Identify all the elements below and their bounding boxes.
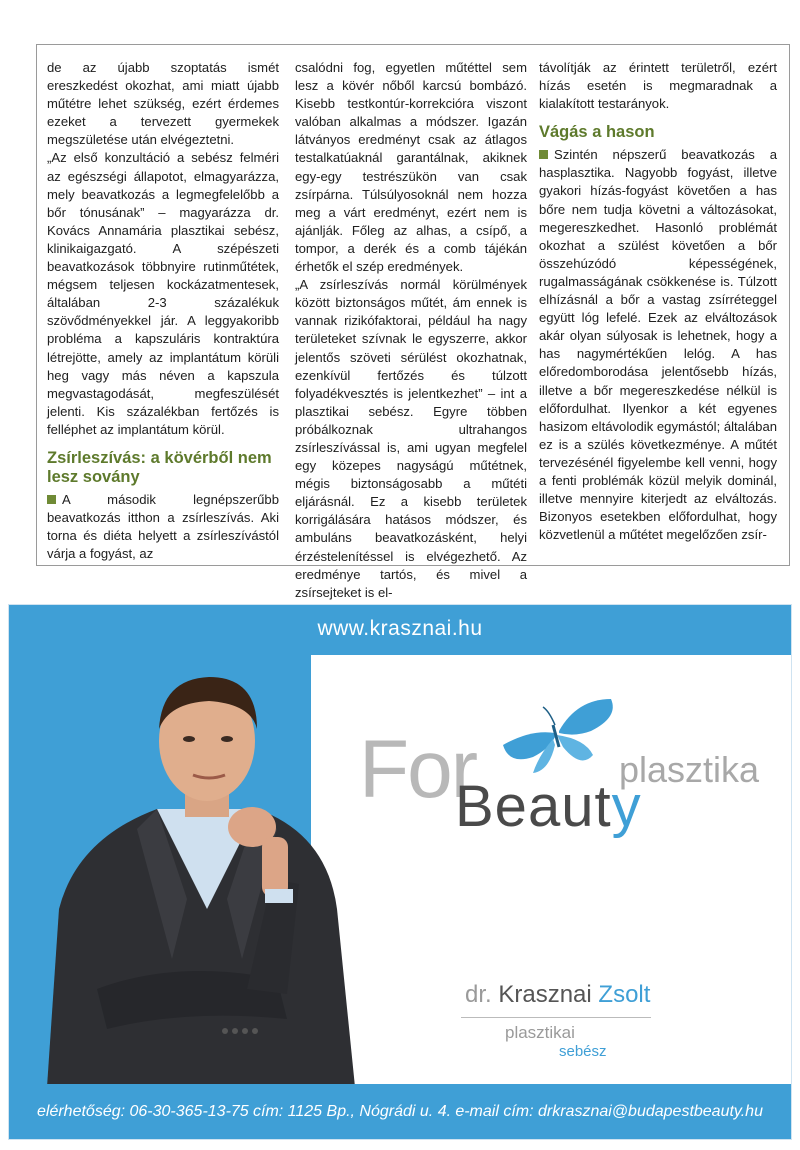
logo-for-text: For	[359, 724, 476, 815]
article-paragraph: távolítják az érintett területről, ezért hízás esetén is megmaradnak a kialakított testarányok.	[539, 60, 777, 112]
article-column-1	[47, 59, 279, 563]
doctor-photo	[37, 659, 367, 1087]
section-heading-liposuction: Zsírleszívás: a kövérből nem lesz sovány	[47, 448, 272, 486]
logo-beauty-main: Beaut	[455, 774, 612, 839]
article-paragraph: de az újabb szoptatás ismét ereszkedést okozhat, ami miatt újabb műtétre lehet szükség, ezért érdemes ezeket a tervezett gyermekek megszületése után elvégeztetni.	[47, 60, 279, 148]
contact-email[interactable]: e-mail cím: drkrasznai@budapestbeauty.hu	[455, 1103, 763, 1120]
green-square-bullet-icon	[47, 495, 56, 504]
doctor-prefix: dr.	[465, 981, 492, 1008]
doctor-surname: Krasznai	[498, 981, 592, 1008]
ad-top-band	[9, 605, 791, 655]
logo-beauty-text	[455, 773, 642, 840]
doctor-given-name: Zsolt	[598, 981, 651, 1008]
article-box	[36, 44, 790, 600]
article-column-2	[295, 59, 527, 602]
logo-beauty-y: y	[611, 774, 642, 839]
article-paragraph: csalódni fog, egyetlen műtéttel sem lesz a kövér nőből karcsú bombázó. Kisebb testkontúr-korrekcióra viszont valóban alkalmas a módszer. Igazán látványos eredményt csak az átlagos testalkatúaknál garantálnak, akiknek egy-egy testrészükön van csak zsírpárna. Túlsúlyosoknál nem hozza meg a várt eredményt, ezért nem is ajánlják. Főleg az alhas, a csípő, a tompor, a derék és a comb tájékán érhetők el szép eredmények.	[295, 60, 527, 275]
ad-website-link[interactable]: www.krasznai.hu	[317, 617, 483, 640]
contact-address: cím: 1125 Bp., Nógrádi u. 4.	[253, 1103, 452, 1120]
divider-line	[461, 1017, 651, 1018]
article-paragraph: „Az első konzultáció a sebész felméri az egészségi állapotot, elmagyarázza, mely beavatkozás a legmegfelelőbb a bőr tónusának” – magyarázza dr. Kovács Annamária plasztikai sebész, klinikaigazgató. A szépészeti beavatkozások többnyire rutinműtétek, mégsem teljesen kockázatmentesek, általában 2-3 százalékuk szövődményekkel jár. A leggyakoribb probléma a kapszuláris kontraktúra létrejötte, amely az implantátum körüli heg vagy más néven a kapszula megvastagodását, megfeszülését jelenti. Kis százalékban fertőzés is felléphet az implantátum körül.	[47, 150, 279, 437]
article-paragraph: „A zsírleszívás normál körülmények között biztonságos műtét, ám ennek is vannak rizikófaktorai, például ha nagy területeket szívnak le egyszerre, akkor jelentős szöveti sérülést okozhatnak, ezenkívül fertőzés és túlzott folyadékvesztés is jelentkezhet” – int a plasztikai sebész. Egyre többen próbálkoznak ultrahangos zsírleszívással is, ami ugyan megfelel egy közepes nagyságú műtétnek, mégis biztonságosabb a műtéti eljárásnál. Ez a kisebb területek korrigálására hatásos módszer, és ambuláns beavatkozásként, helyi érzéstelenítéssel is elvégezhető. Az eredménye tartós, és mivel a zsírsejteket is el-	[295, 277, 527, 600]
section-heading-abdominoplasty: Vágás a hason	[539, 123, 655, 142]
article-paragraph	[47, 491, 279, 563]
article-paragraph-text: Szintén népszerű beavatkozás a hasplasztika. Nagyobb fogyást, illetve gyakori hízás-fogyást követően a has bőre nem tudja követni a változásokat, megereszkedhet. Hasonló problémát okozhat a szülést követően a bőr összehúzódó képességének, rugalmasságának csökkenése is. Túlzott elhízásnál a bőr a vastag zsírréteggel együtt lóg lefelé. Ezek az elváltozások akár olyan súlyosak is lehetnek, hogy a has nagymértékűen lelóg. A has előredomborodása jelentősebb hízás, illetve a bőr megereszkedése nélkül is előfordulhat. Ilyenkor a két egyenes hasizom eltávolodik egymástól; általában ez is a szülés következménye. A műtét tervezésénél figyelembe kell venni, hogy a fenti problémák közül melyik dominál, illetve mennyire kiterjedt az elváltozás. Bizonyos esetekben előfordulhat, hogy közvetlenül a műtétet megelőzően zsír-	[539, 147, 778, 543]
butterfly-logo-icon	[493, 695, 619, 775]
article-paragraph	[539, 146, 777, 544]
doctor-title-line1: plasztikai	[505, 1023, 575, 1042]
contact-row	[9, 1103, 791, 1121]
logo-plasztika-text: plasztika	[619, 749, 760, 790]
ad-contact-band	[9, 1084, 791, 1139]
green-square-bullet-icon	[539, 150, 548, 159]
doctor-name	[465, 981, 650, 1009]
contact-phone[interactable]: elérhetőség: 06-30-365-13-75	[37, 1103, 249, 1120]
doctor-title-line2: sebész	[559, 1043, 607, 1060]
article-paragraph-text: A második legnépszerűbb beavatkozás itthon a zsírleszívás. Aki torna és diéta helyett a zsírleszívástól várja a fogyást, az	[47, 491, 279, 562]
article-column-3	[539, 59, 777, 544]
advertisement	[8, 604, 792, 1140]
